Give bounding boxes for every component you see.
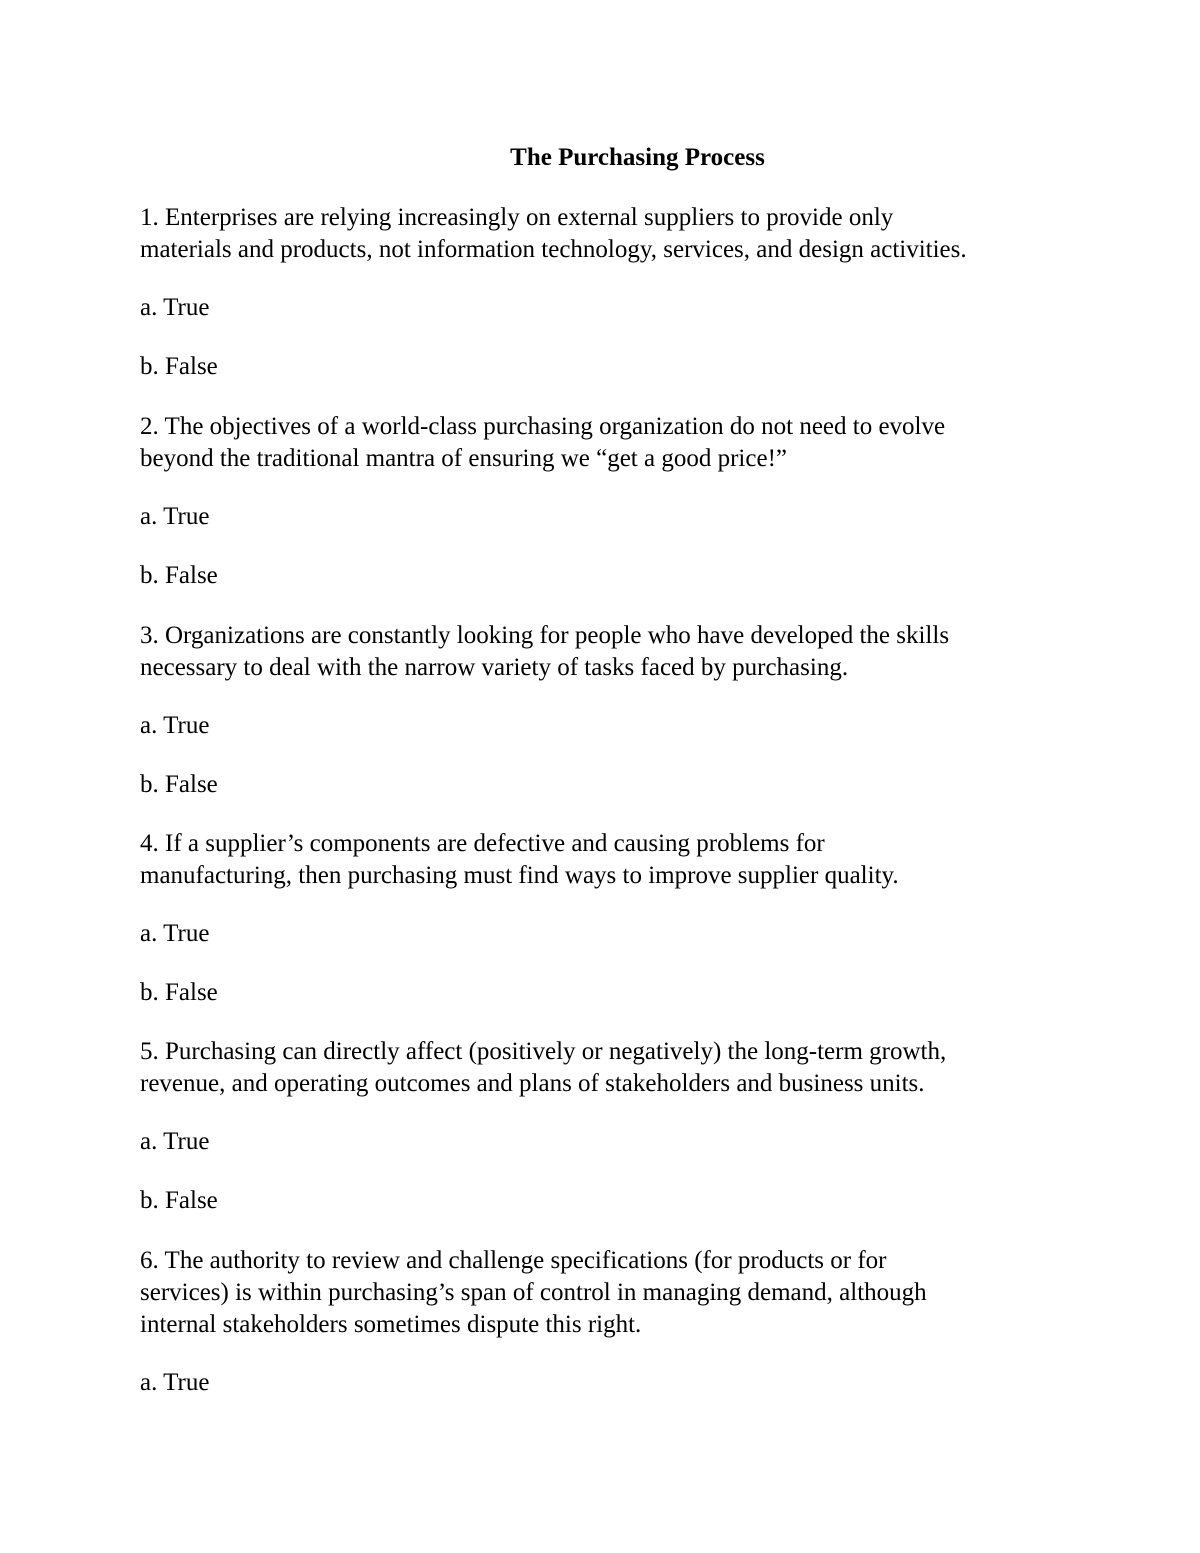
question-4-line-2: manufacturing, then purchasing must find ways to improve supplier quality. xyxy=(140,862,899,889)
question-1-option-b: b. False xyxy=(140,353,218,380)
question-2-option-b: b. False xyxy=(140,562,218,589)
question-1-option-a: a. True xyxy=(140,294,210,321)
question-3-line-1: 3. Organizations are constantly looking for people who have developed the skills xyxy=(140,622,950,649)
question-1-line-1: 1. Enterprises are relying increasingly on external suppliers to provide only xyxy=(140,204,894,231)
question-6-line-1: 6. The authority to review and challenge specifications (for products or for xyxy=(140,1247,887,1274)
question-5-option-a: a. True xyxy=(140,1128,210,1155)
question-2-option-a: a. True xyxy=(140,503,210,530)
question-6 xyxy=(140,1245,1070,1341)
question-3-line-2: necessary to deal with the narrow variety of tasks faced by purchasing. xyxy=(140,654,849,681)
question-3-option-a: a. True xyxy=(140,712,210,739)
question-6-line-3: internal stakeholders sometimes dispute this right. xyxy=(140,1311,642,1338)
question-2-line-2: beyond the traditional mantra of ensuring we “get a good price!” xyxy=(140,445,787,472)
question-5-option-b: b. False xyxy=(140,1187,218,1214)
question-2-line-1: 2. The objectives of a world-class purchasing organization do not need to evolve xyxy=(140,413,946,440)
question-4-line-1: 4. If a supplier’s components are defective and causing problems for xyxy=(140,830,825,857)
question-6-option-a: a. True xyxy=(140,1369,210,1396)
question-2 xyxy=(140,411,1070,475)
question-6-line-2: services) is within purchasing’s span of control in managing demand, although xyxy=(140,1279,927,1306)
question-4-option-b: b. False xyxy=(140,979,218,1006)
question-4-option-a: a. True xyxy=(140,920,210,947)
document-title: The Purchasing Process xyxy=(510,144,765,171)
question-5-line-2: revenue, and operating outcomes and plans of stakeholders and business units. xyxy=(140,1070,925,1097)
question-3 xyxy=(140,620,1070,684)
question-1-line-2: materials and products, not information technology, services, and design activities. xyxy=(140,236,967,263)
question-1 xyxy=(140,202,1070,266)
question-3-option-b: b. False xyxy=(140,771,218,798)
question-5-line-1: 5. Purchasing can directly affect (positively or negatively) the long-term growth, xyxy=(140,1038,947,1065)
question-5 xyxy=(140,1036,1070,1100)
question-4 xyxy=(140,828,1070,892)
